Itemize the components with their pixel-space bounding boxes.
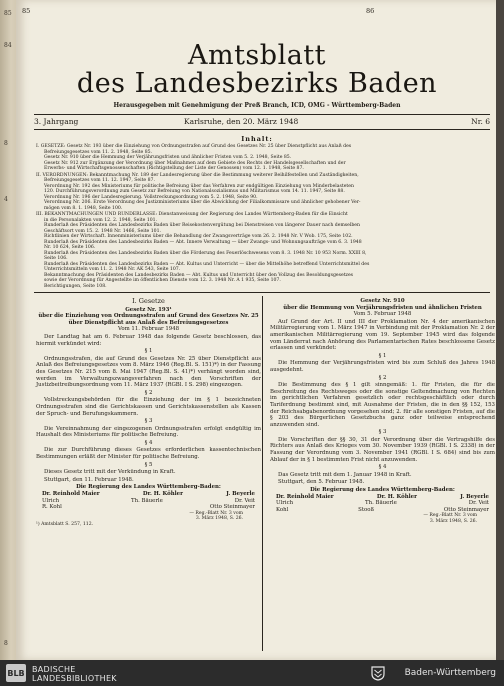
masthead-title-line1: Amtsblatt [187,40,327,71]
paragraph-text: Dieses Gesetz tritt mit der Verkündung in Kraft. [44,469,176,476]
paragraph-number: § 3 [144,418,153,425]
signature: Th. Bäuerle [365,500,397,507]
paragraph-text: Die Bestimmung des § 1 gilt sinngemäß: 1. für Fristen, die für die Beschreitung des Rechtsweges oder die sonstige Geltendmachung von Rechten im gerichtlichen Verfahren gesetzlich oder rechtsgeschäftlich oder durch Tariferdnung bestimmt sind, mit Ausnahme der Fristen, die in den §§ 152, 153 der Reichsabgabenordnung vorgesehen sind; 2. für alle sonstigen Fristen, auf die § 203 des Bürgerlichen Gesetzbuchs ganz oder teilweise entsprechend anzuwenden sind. [270,382,495,428]
signature: Ulrich [42,497,60,504]
paragraph-number: § 4 [144,439,153,446]
signature: J. Beyerle [226,491,255,498]
toc-entry: Runderlaß des Präsidenten des Landesbezirks Baden — Abt. Innere Verwaltung — über Zwangs- und Wohnungsaufträge vom 6. 3. 1948 [44,239,362,245]
toc-entry: Bekanntmachung des Präsidenten des Landesbezirks Baden — Abt. Kultus und Unterricht über den Vollzug des Besoldungsgesetzes [44,272,354,278]
library-name-line2: LANDESBIBLIOTHEK [32,674,117,683]
toc-entry: Richtlinien der Wirtschaft. Innenministeriums über die Behandlung der Zwangsverträge vom 26. 2. 1948 Nr. V Wob. 175, Seite 102. [44,234,353,239]
toc-heading: Inhalt: [241,135,273,143]
binding-number: 8 [4,640,8,647]
law-title: Gesetz Nr. 910 [360,298,405,304]
state-label[interactable]: Baden-Württemberg [404,668,496,678]
paragraph-text: Vollstreckungsbehörden für die Einziehung der im § 1 bezeichneten Ordnungsstrafen sind die Gerichtskassen und Gerichtskassenstellen als Kassen der Spruch- und Berufungskammern. [36,397,261,417]
right-column [270,298,495,524]
toc-entry: Runderlaß des Präsidenten des Landesbezirks Baden — Abt. Kultus und Unterricht — über die Mittelhöhe betreffend Unterrichtsmittel des [44,261,370,267]
masthead-title-line2: des Landesbezirks Baden [76,68,438,99]
divider [34,114,490,115]
binding-number: 84 [4,42,12,49]
signed-place: Stuttgart, den 11. Februar 1948. [44,476,134,483]
signature: Stooß [358,506,375,513]
signature: Dr. Veit [234,497,255,504]
signature: R. Kohl [42,504,62,511]
signature: Kohl [276,506,289,513]
newspaper-page [16,0,498,660]
paragraph-text: Die zur Durchführung dieses Gesetzes erforderlichen kassentechnischen Bestimmungen erläßt der Minister für politische Befreiung. [36,447,261,461]
paragraph-text: Die Vereinnahmung der eingezogenen Ordnungsstrafen erfolgt endgültig im Haushalt des Ministeriums für politische Befreiung. [36,425,261,439]
paragraph-text: Das Gesetz tritt mit dem 1. Januar 1948 in Kraft. [278,471,412,478]
issue-date: Karlsruhe, den 20. März 1948 [184,117,299,126]
signature-row [270,494,495,501]
law-body [36,334,261,476]
toc-section-title: I. GESETZE: Gesetz Nr. 193 über die Einziehung von Ordnungsstrafen auf Grund des Gesetzes Nr. 25 über Dienstpflicht aus Anlaß des [36,144,352,149]
table-of-contents [36,144,488,290]
toc-section-title: II. VERORDNUNGEN: Bekanntmachung Nr. 189 der Landesregierung über die Bestimmung weiterer Beihilfestellen und Zuständigkeiten, [36,172,359,178]
binding-number: 4 [4,196,8,203]
left-column [36,298,261,528]
footnote: ¹) Amtsblatt S. 257, 112. [36,522,94,528]
paragraph-number: § 2 [378,374,387,381]
toc-entry: Erwerbs- und Wirtschaftsgenossenschaften (Richtigstellung der Liste der Genossen) vom 12. 1. 1948, Seite 87. [44,166,304,171]
paragraph-number: § 1 [144,348,153,355]
toc-entry: Befreiungsgesetzes vom 11. 12. 1947, Seite 87. [44,178,155,183]
blb-logo[interactable]: BLB [6,664,26,682]
toc-entry: Runderlaß des Präsidenten des Landesbezirks Baden über die Förderung des Feuerlöschwesens vom 8. 3. 1948 Nr. 10 953 Norm. XXIII 8, [44,250,367,256]
page-number-right: 86 [366,7,375,15]
signature: Otto Steinmayer [443,506,489,513]
signature: Otto Steinmayer [209,504,255,511]
paragraph-text: Ordnungsstrafen, die auf Grund des Gesetzes Nr. 25 über Dienstpflicht aus Anlaß des Befreiungsgesetzes vom 8. März 1946 (Reg.Bl. S. 151)*) in der Fassung des Gesetzes Nr. 215 vom 8. Mai 1947 (Reg.Bl. S. 41)*) verhängt worden sind, werden im Verwaltungszwangsverfahren nach den Vorschriften der Justizbeitreibungsordnung vom 11. März 1937 (RGBl. I S. 298) eingezogen. [36,355,261,389]
regblatt-reference: 3. März 1948, S. 26. [429,518,477,524]
toc-entry: Seite 106. [44,256,68,261]
paragraph-number: § 3 [378,429,387,436]
toc-entry: Unterrichtsmitteln vom 11. 2. 1948 Nr. AK 543, Seite 107. [44,267,181,272]
law-body [270,319,495,479]
paragraph-text: Die Hemmung der Verjährungsfristen wird bis zum Schluß des Jahres 1948 ausgedehnt. [270,360,495,373]
law-description: über die Hemmung von Verjährungsfristen und ähnlichen Fristen [283,304,482,311]
toc-entry: mögen vom 8. 1. 1948, Seite 100. [44,205,123,211]
toc-entry: sowie der Verordnung für Angestellte im öffentlichen Dienste vom 12. 3. 1948 Nr. A 1 935, Seite 107. [44,278,281,283]
paragraph-number: § 1 [378,352,387,359]
toc-entry: Berichtigungen, Seite 108. [44,283,107,289]
binding-number: 8 [4,140,8,147]
toc-section [36,173,488,212]
law-date: Vom 11. Februar 1948 [117,326,180,333]
law-title: Gesetz Nr. 193¹ [125,306,172,313]
divider [34,129,490,130]
law-description: über die Einziehung von Ordnungsstrafen auf Grund des Gesetzes Nr. 25 über Dienstpflicht aus Anlaß des Befreiungsgesetzes [38,313,259,326]
signature: Dr. H. Köhler [376,493,417,500]
page-number-left: 85 [22,7,31,15]
paragraph-text: Der Landtag hat am 6. Februar 1948 das folgende Gesetz beschlossen, das hiermit verkündet wird: [36,333,261,347]
signature: Dr. H. Köhler [142,491,183,498]
toc-entry: Verordnung Nr. 206. Erste Verordnung des Justizministeriums über die Abwicklung der Filialkommissare und ähnlicher gehobener Ver- [44,200,361,205]
toc-entry: Befreiungsgesetzes vom 11. 2. 1948, Seite 85. [44,149,152,155]
toc-entry: Gesetz Nr. 910 über die Hemmung der Verjährungsfristen und ähnlicher Fristen vom 5. 2. 1948, Seite 85. [44,155,292,160]
library-name-line1: BADISCHE [32,665,76,674]
signature: Ulrich [276,500,294,507]
issue-number: Nr. 6 [471,117,490,126]
toc-section [36,212,488,289]
paragraph-number: § 4 [378,464,387,471]
signature: J. Beyerle [460,493,489,500]
toc-entry: Nr. 10 624, Seite 106. [44,245,96,250]
library-name[interactable] [32,665,117,683]
signature-row [36,498,261,505]
regblatt-reference: 3. März 1948, S. 26. [195,516,243,522]
toc-section-title: III. BEKANNTMACHUNGEN UND RUNDERLASSE: Dienstanweisung der Regierung des Landes Württemberg-Baden für die Einsicht [36,212,348,217]
page-edge [496,0,504,660]
toc-entry: Geschäftsort vom 15. 2. 1948 Nr. 1466, Seite 101. [44,228,161,234]
binding-number: 85 [4,10,12,17]
signature: Dr. Veit [468,500,489,507]
regblatt-reference: — Reg.-Blatt Nr. 3 vom [189,510,243,516]
signature-row [36,504,261,511]
toc-section [36,144,488,172]
divider [34,292,490,293]
viewer-footer [0,660,504,686]
signed-place: Stuttgart, den 5. Februar 1948. [278,479,365,486]
masthead-subtitle: Herausgegeben mit Genehmigung der Preß Branch, ICD, OMG - Württemberg-Baden [113,102,401,109]
signature-row [36,491,261,498]
signature: Dr. Reinhold Maier [42,491,100,498]
toc-entry: Gesetz Nr. 912 zur Ergänzung der Verordnung über Maßnahmen auf dem Gebiete des Rechts der Handelsgesellschaften und der [44,160,346,166]
paragraph-number: § 5 [144,461,153,468]
toc-entry: Verordnung Nr. 196 der Landesregierung. Vollstreckungsordnung vom 5. 2. 1948, Seite 90. [44,194,258,200]
regblatt-reference: — Reg.-Blatt Nr. 3 vom [423,513,477,519]
section-heading: I. Gesetze [132,297,165,305]
column-divider [262,296,263,651]
paragraph-text: Auf Grund der Art. II und III der Proklamation Nr. 4 der amerikanischen Militärregierung vom 1. März 1947 in Verbindung mit der Proklamation Nr. 2 der amerikanischen Militärregierung vom 19. September 1945 wird das folgende vom Länderrat nach Anhörung des Parlamentarischen Rates beschlossene Gesetz erlassen und verkündet: [270,318,495,352]
toc-entry: Verordnung Nr. 192 des Ministeriums für politische Befreiung über das Verfahren zur endgültigen Einziehung von Minderbelasteten [44,183,354,189]
paragraph-text: Die Vorschriften der §§ 30, 31 der Verordnung über die Vertragshilfe des Richters aus Anlaß des Krieges vom 30. November 1939 (RGBl. I S. 2338) in der Fassung der Verordnung vom 3. November 1941 (RGBl. I S. 684) sind bis zum Ablauf der in § 1 bestimmten Frist nicht anzuwenden. [270,436,495,463]
government-line: Die Regierung des Landes Württemberg-Baden: [76,484,221,491]
toc-entry: in die Personalakten vom 12. 2. 1948, Seite 101. [44,217,158,223]
signature-row [270,500,495,507]
coat-of-arms-icon[interactable] [370,665,386,681]
signature: Dr. Reinhold Maier [276,493,334,500]
toc-entry: Runderlaß des Präsidenten des Landesbezirks Baden über Reisekostenvergütung bei Dienstreisen von längerer Dauer nach demselben [44,223,360,228]
toc-entry: 120. Durchführungsverordnung zum Gesetz zur Befreiung von Nationalsozialismus und Militarismus vom 14. 11. 1947, Seite 88. [44,189,345,194]
issue-year: 3. Jahrgang [34,117,79,126]
government-line: Die Regierung des Landes Württemberg-Baden: [310,487,455,494]
paragraph-number: § 2 [144,389,153,396]
law-date: Vom 5. Februar 1948 [353,311,412,318]
signature: Th. Bäuerle [131,497,163,504]
